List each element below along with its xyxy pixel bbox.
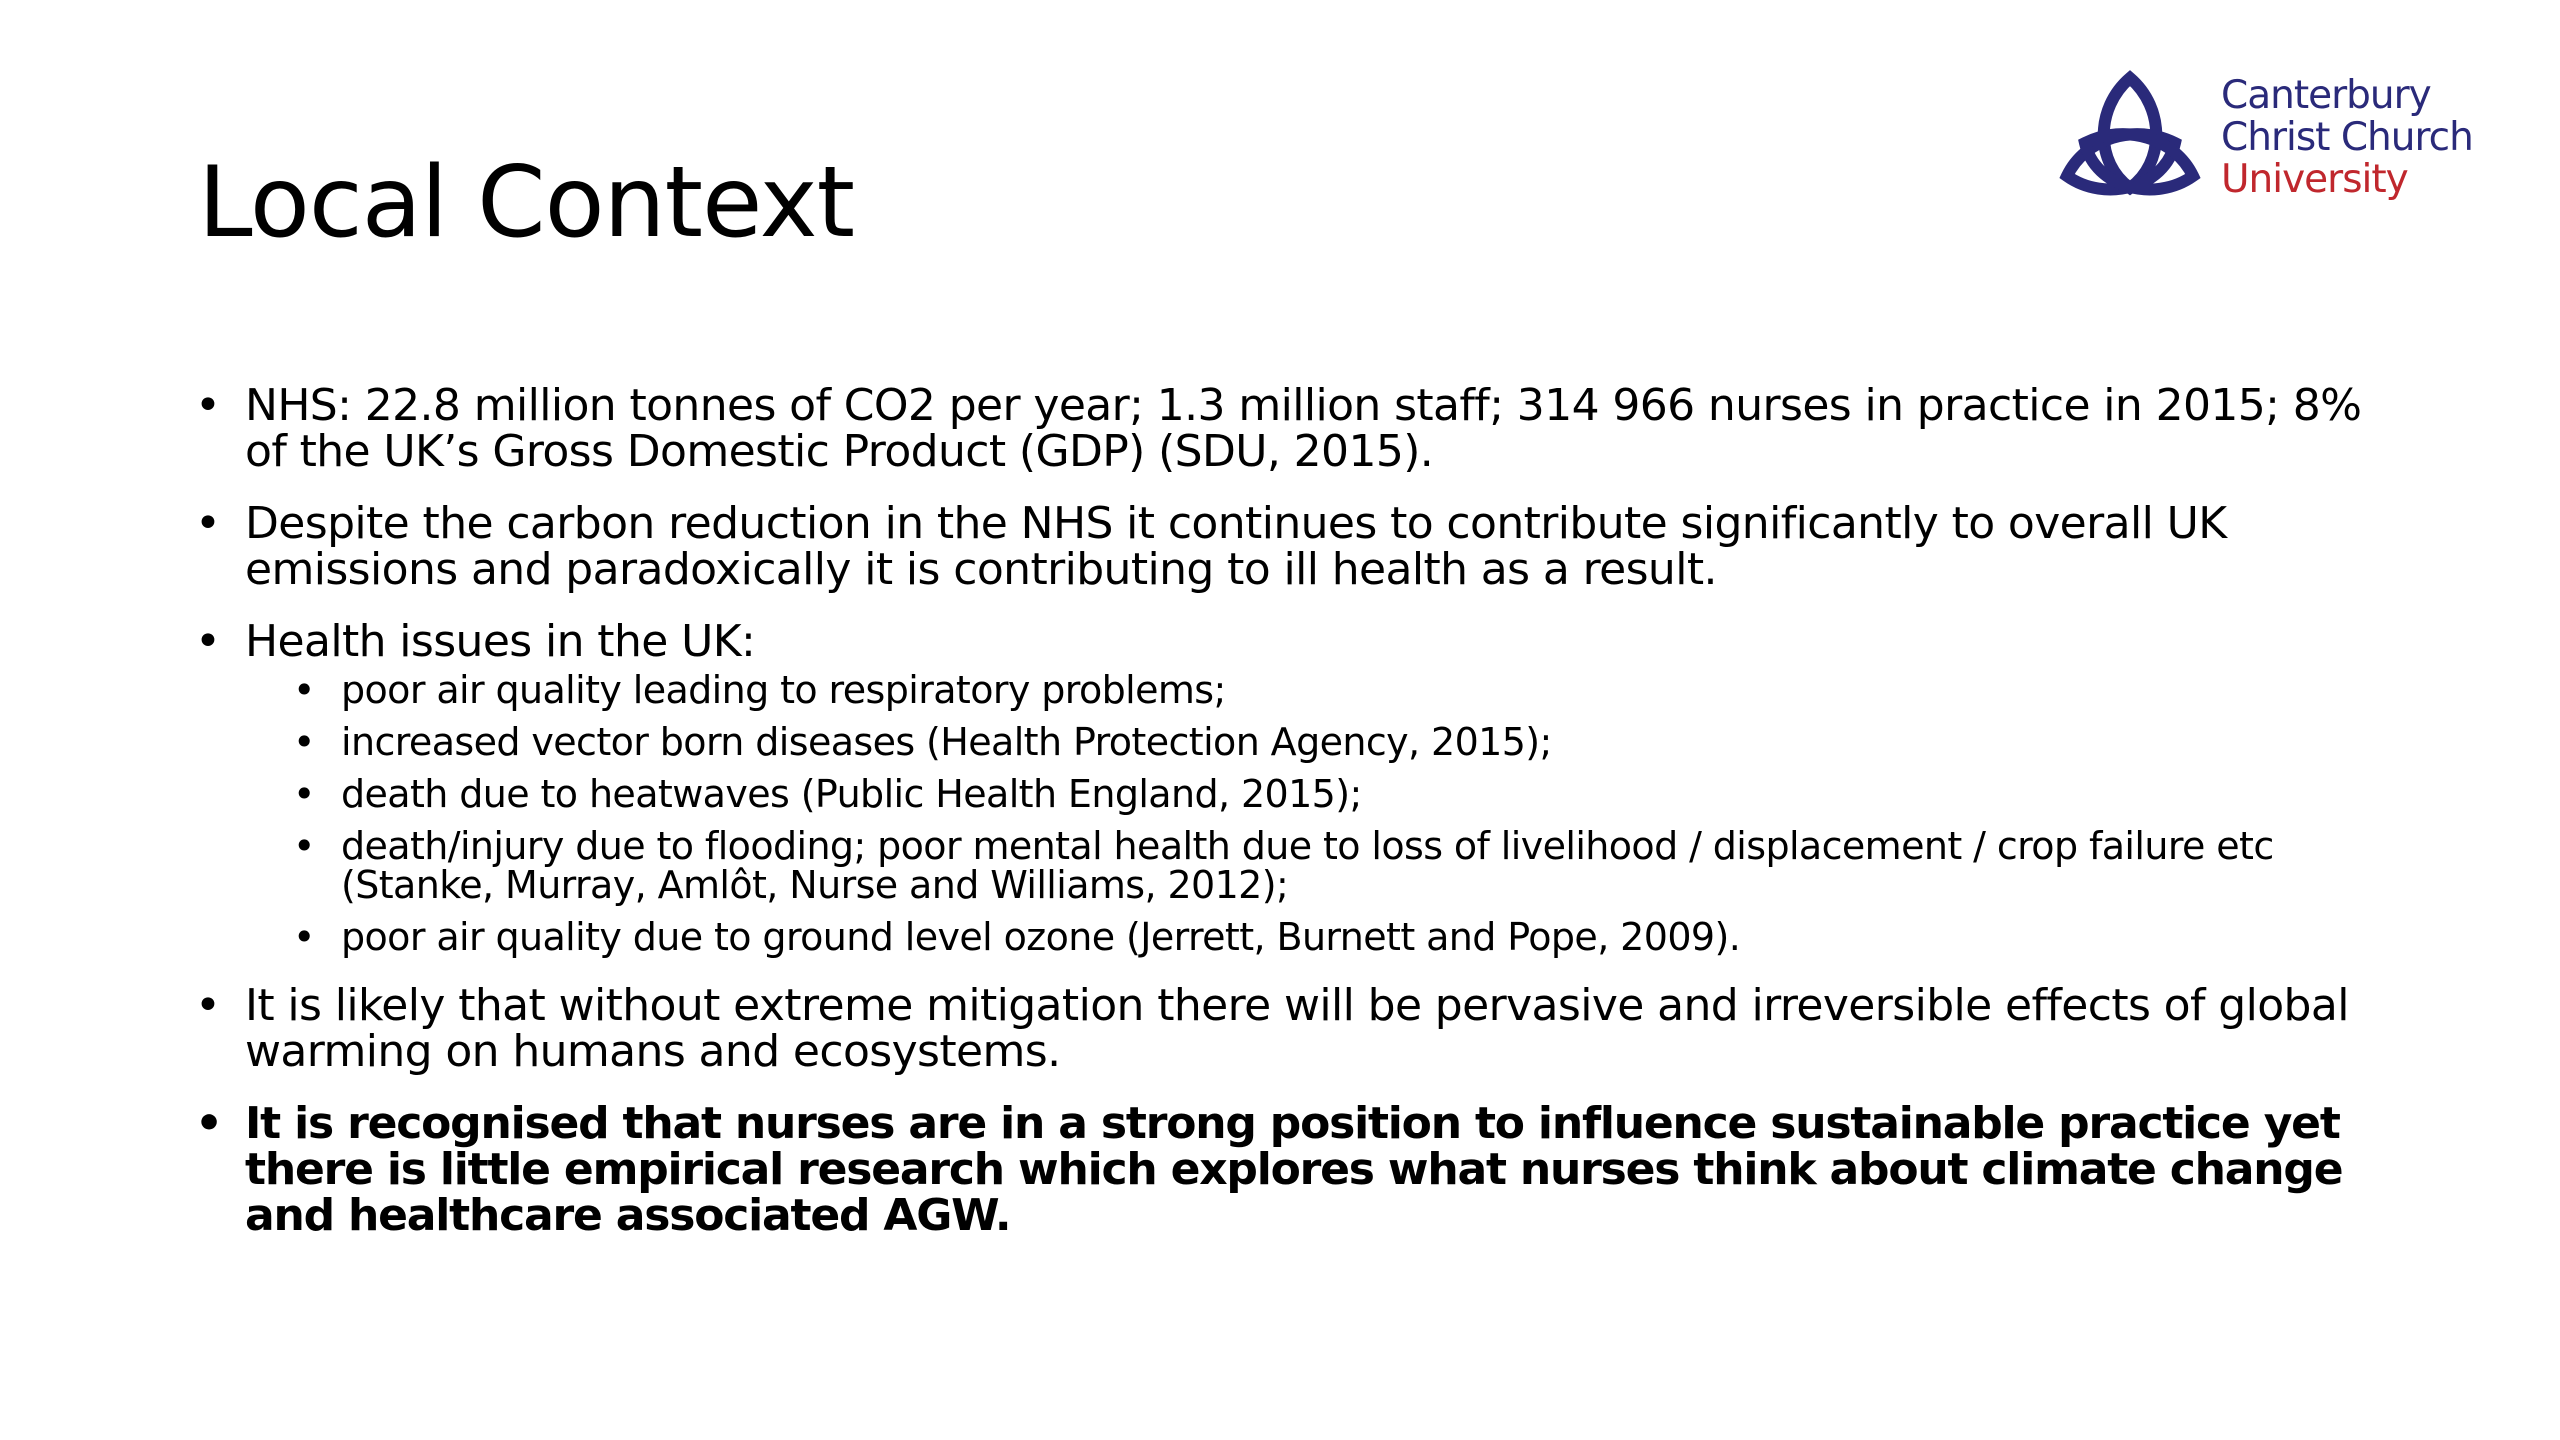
bullet-nhs-stats <box>195 380 2395 477</box>
bullet-text: It is likely that without extreme mitigation there will be pervasive and irreversible effects of global warming on humans and ecosystems. <box>245 980 2349 1077</box>
bullet-text: Health issues in the UK: <box>245 616 756 667</box>
university-logo <box>2055 68 2473 208</box>
logo-line-canterbury: Canterbury <box>2221 73 2431 118</box>
bullet-mitigation <box>195 980 2395 1077</box>
bullet-nurses-position <box>195 1098 2395 1241</box>
logo-line-university: University <box>2221 157 2408 202</box>
bullet-health-issues <box>195 616 2395 959</box>
subitem-vector-diseases: • increased vector born diseases (Health Protection Agency, 2015); <box>293 723 2395 762</box>
bullet-carbon-reduction <box>195 498 2395 595</box>
health-issues-sublist <box>245 668 2395 959</box>
bullet-text: It is recognised that nurses are in a strong position to influence sustainable practice yet there is little empirical research which explores what nurses think about climate change and healthcare associated AGW. <box>245 1098 2343 1241</box>
logo-wordmark <box>2221 75 2473 201</box>
subitem-heatwaves: • death due to heatwaves (Public Health England, 2015); <box>293 775 2395 814</box>
subitem-flooding: • death/injury due to flooding; poor mental health due to loss of livelihood / displacement / crop failure etc (Stanke, Murray, Amlôt, Nurse and Williams, 2012); <box>293 827 2395 905</box>
bullet-list <box>195 380 2395 1265</box>
bullet-text: NHS: 22.8 million tonnes of CO2 per year; 1.3 million staff; 314 966 nurses in practice in 2015; 8% of the UK’s Gross Domestic Product (GDP) (SDU, 2015). <box>245 380 2362 477</box>
subitem-ozone: • poor air quality due to ground level ozone (Jerrett, Burnett and Pope, 2009). <box>293 918 2395 957</box>
trefoil-logo-icon <box>2055 68 2205 208</box>
slide-title: Local Context <box>198 146 855 260</box>
bullet-text: Despite the carbon reduction in the NHS it continues to contribute significantly to overall UK emissions and paradoxically it is contributing to ill health as a result. <box>245 498 2227 595</box>
subitem-air-quality: • poor air quality leading to respiratory problems; <box>293 671 2395 710</box>
logo-line-christ-church: Christ Church <box>2221 115 2473 160</box>
